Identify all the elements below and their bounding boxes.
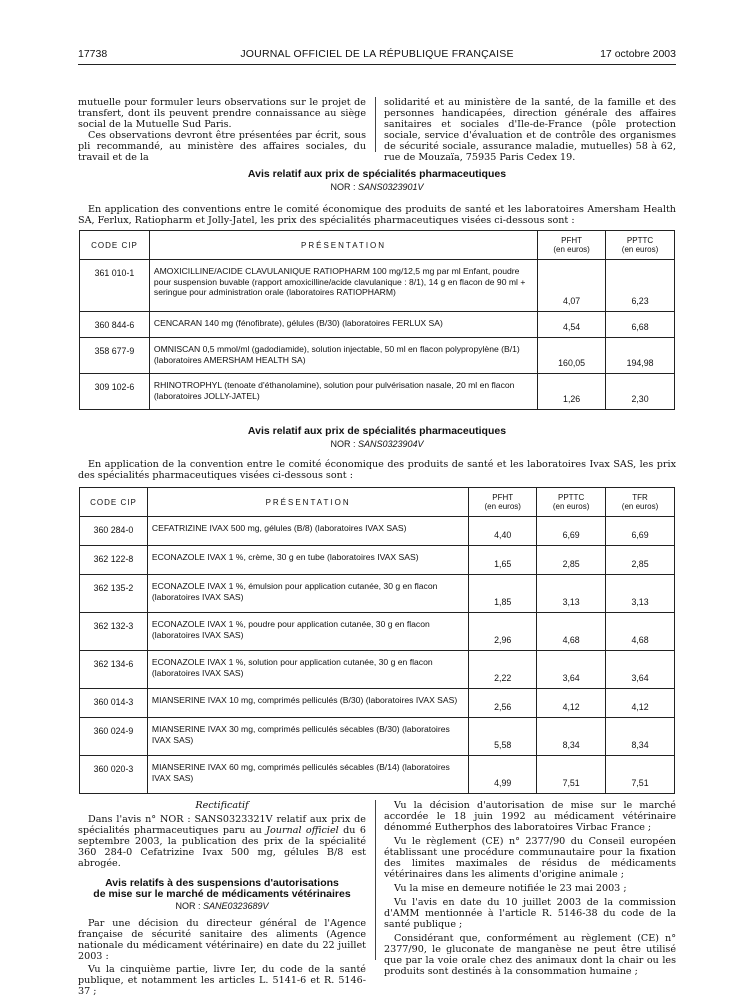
tfr-unit: (en euros)	[621, 502, 659, 511]
header-pfht	[538, 231, 606, 260]
avis3-paragraph-2: Vu la cinquième partie, livre Ier, du code de la santé publique, et notamment les articles L. 5141-6 et R. 5146-37 ;	[78, 964, 366, 997]
table-row	[80, 575, 675, 613]
pfht-value: 1,65	[469, 546, 537, 575]
ppttc-label: PPTTC	[626, 236, 654, 245]
rectificatif-journal: Journal officiel	[266, 825, 339, 836]
rectificatif-text-2: du 6 septembre 2003, la publication des prix de la spécialité 360 284-0 Cefatrizine Ivax 500 mg, gélules B/8 est abrogée.	[78, 825, 366, 869]
presentation: ECONAZOLE IVAX 1 %, poudre pour application cutanée, 30 g en flacon (laboratoires IVAX SAS)	[147, 613, 468, 651]
table-row	[80, 260, 675, 312]
tfr-value: 3,64	[606, 651, 675, 689]
column-divider	[375, 800, 376, 960]
issue-date: 17 octobre 2003	[600, 48, 676, 60]
bottom-right-paragraph-4: Vu l'avis en date du 10 juillet 2003 de la commission d'AMM mentionnée à l'article R. 5146-38 du code de la santé publique ;	[384, 897, 676, 930]
presentation: RHINOTROPHYL (tenoate d'éthanolamine), solution pour pulvérisation nasale, 20 ml en flacon (laboratoires JOLLY-JATEL)	[149, 374, 537, 410]
nor-label: NOR :	[330, 182, 358, 192]
pfht-value: 4,40	[469, 517, 537, 546]
rectificatif-text	[78, 814, 366, 869]
cip-code: 358 677-9	[80, 338, 150, 374]
nor-code: SANS0323904V	[357, 439, 424, 449]
top-left-column	[78, 97, 366, 163]
table-row	[80, 517, 675, 546]
cip-code: 360 844-6	[80, 312, 150, 338]
ppttc-unit: (en euros)	[552, 502, 590, 511]
cip-code: 360 024-9	[80, 718, 148, 756]
avis2-title: Avis relatif aux prix de spécialités pharmaceutiques	[247, 425, 507, 437]
table-row	[80, 651, 675, 689]
avis3-nor	[78, 901, 366, 911]
tfr-label: TFR	[632, 493, 648, 502]
tfr-value: 8,34	[606, 718, 675, 756]
cip-code: 309 102-6	[80, 374, 150, 410]
page-number: 17738	[78, 48, 108, 60]
table-row	[80, 718, 675, 756]
cip-code: 360 014-3	[80, 689, 148, 718]
pfht-unit: (en euros)	[553, 245, 590, 254]
avis1-price-table	[79, 230, 675, 410]
avis2-nor	[78, 439, 676, 449]
table-row	[80, 338, 675, 374]
rectificatif-text-1: Dans l'avis n° NOR : SANS0323321V relatif aux prix de spécialités pharmaceutiques paru au	[78, 814, 366, 836]
header-code-cip: CODE CIP	[80, 231, 150, 260]
ppttc-value: 7,51	[537, 756, 606, 794]
pfht-value: 5,58	[469, 718, 537, 756]
header-code-cip: CODE CIP	[80, 488, 148, 517]
avis3-title	[78, 878, 366, 900]
cip-code: 362 122-8	[80, 546, 148, 575]
presentation: ECONAZOLE IVAX 1 %, crème, 30 g en tube (laboratoires IVAX SAS)	[147, 546, 468, 575]
avis3-title-line-1: Avis relatifs à des suspensions d'autorisations	[105, 877, 339, 889]
bottom-right-paragraph-1: Vu la décision d'autorisation de mise sur le marché accordée le 18 juin 1992 au médicament vétérinaire dénommé Eutherphos des laboratoires Virbac France ;	[384, 800, 676, 833]
presentation: ECONAZOLE IVAX 1 %, émulsion pour application cutanée, 30 g en flacon (laboratoires IVAX SAS)	[147, 575, 468, 613]
presentation: MIANSERINE IVAX 60 mg, comprimés pelliculés sécables (B/14) (laboratoires IVAX SAS)	[147, 756, 468, 794]
ppttc-value: 6,23	[606, 260, 675, 312]
tfr-value: 3,13	[606, 575, 675, 613]
ppttc-label: PPTTC	[558, 493, 585, 502]
header-presentation: PRÉSENTATION	[147, 488, 468, 517]
ppttc-value: 6,69	[537, 517, 606, 546]
tfr-value: 6,69	[606, 517, 675, 546]
presentation: CEFATRIZINE IVAX 500 mg, gélules (B/8) (laboratoires IVAX SAS)	[147, 517, 468, 546]
presentation: OMNISCAN 0,5 mmol/ml (gadodiamide), solution injectable, 50 ml en flacon polypropylène (B/1) (laboratoires AMERSHAM HEALTH SA)	[149, 338, 537, 374]
ppttc-value: 4,12	[537, 689, 606, 718]
pfht-value: 4,07	[538, 260, 606, 312]
ppttc-value: 2,85	[537, 546, 606, 575]
top-left-paragraph-2: Ces observations devront être présentées par écrit, sous pli recommandé, au ministère des affaires sociales, du travail et de la	[78, 130, 366, 163]
table-row	[80, 756, 675, 794]
pfht-value: 4,99	[469, 756, 537, 794]
nor-code: SANE0323689V	[202, 901, 269, 911]
journal-title: JOURNAL OFFICIEL DE LA RÉPUBLIQUE FRANÇAISE	[240, 48, 514, 60]
pfht-value: 2,56	[469, 689, 537, 718]
avis3-paragraph-1: Par une décision du directeur général de l'Agence française de sécurité sanitaire des aliments (Agence nationale du médicament vétérinaire) en date du 22 juillet 2003 :	[78, 918, 366, 962]
presentation: MIANSERINE IVAX 30 mg, comprimés pelliculés sécables (B/30) (laboratoires IVAX SAS)	[147, 718, 468, 756]
page-header	[78, 48, 676, 62]
rectificatif-title: Rectificatif	[195, 800, 249, 811]
table-row	[80, 546, 675, 575]
header-tfr	[606, 488, 675, 517]
cip-code: 362 134-6	[80, 651, 148, 689]
pfht-value: 4,54	[538, 312, 606, 338]
cip-code: 360 284-0	[80, 517, 148, 546]
ppttc-value: 194,98	[606, 338, 675, 374]
bottom-right-paragraph-5: Considérant que, conformément au règlement (CE) n° 2377/90, le gluconate de manganèse ne peut être utilisé que par la voie orale chez des animaux dont la chair ou les produits sont destinés à la consommation humaine ;	[384, 933, 676, 977]
header-pfht	[469, 488, 537, 517]
bottom-right-paragraph-3: Vu la mise en demeure notifiée le 23 mai 2003 ;	[394, 883, 627, 894]
tfr-value: 4,12	[606, 689, 675, 718]
cip-code: 360 020-3	[80, 756, 148, 794]
avis2-intro: En application de la convention entre le comité économique des produits de santé et les laboratoires Ivax SAS, les prix des spécialités pharmaceutiques visées ci-dessous sont :	[78, 459, 676, 481]
nor-label: NOR :	[175, 901, 203, 911]
column-divider	[375, 97, 376, 152]
bottom-left-column	[78, 800, 366, 997]
pfht-value: 1,26	[538, 374, 606, 410]
tfr-value: 2,85	[606, 546, 675, 575]
ppttc-value: 2,30	[606, 374, 675, 410]
pfht-value: 2,96	[469, 613, 537, 651]
pfht-label: PFHT	[492, 493, 514, 502]
cip-code: 362 132-3	[80, 613, 148, 651]
table-header-row	[80, 231, 675, 260]
table-row	[80, 312, 675, 338]
ppttc-value: 4,68	[537, 613, 606, 651]
header-presentation: PRÉSENTATION	[149, 231, 537, 260]
top-left-paragraph-1: mutuelle pour formuler leurs observations sur le projet de transfert, dont ils peuvent prendre connaissance au siège social de la Mutuelle Sud Paris.	[78, 97, 366, 130]
ppttc-value: 3,13	[537, 575, 606, 613]
avis1-title: Avis relatif aux prix de spécialités pharmaceutiques	[247, 168, 507, 180]
pfht-value: 160,05	[538, 338, 606, 374]
presentation: MIANSERINE IVAX 10 mg, comprimés pelliculés (B/30) (laboratoires IVAX SAS)	[147, 689, 468, 718]
cip-code: 361 010-1	[80, 260, 150, 312]
presentation: CENCARAN 140 mg (fénofibrate), gélules (B/30) (laboratoires FERLUX SA)	[149, 312, 537, 338]
top-right-paragraph: solidarité et au ministère de la santé, de la famille et des personnes handicapées, direction générale des affaires sanitaires et sociales d'Ile-de-France (pôle protection sociale, service d'évaluation et de contrôle des organismes de sécurité sociale, assurance maladie, mutuelles) 58 à 62, rue de Mouzaïa, 75935 Paris Cedex 19.	[384, 97, 676, 163]
bottom-right-column	[384, 800, 676, 977]
table-row	[80, 689, 675, 718]
pfht-value: 2,22	[469, 651, 537, 689]
ppttc-unit: (en euros)	[621, 245, 659, 254]
header-rule	[78, 64, 676, 65]
tfr-value: 7,51	[606, 756, 675, 794]
table-row	[80, 374, 675, 410]
avis2-price-table	[79, 487, 675, 794]
header-ppttc	[606, 231, 675, 260]
table-row	[80, 613, 675, 651]
presentation: ECONAZOLE IVAX 1 %, solution pour application cutanée, 30 g en flacon (laboratoires IVAX SAS)	[147, 651, 468, 689]
presentation: AMOXICILLINE/ACIDE CLAVULANIQUE RATIOPHARM 100 mg/12,5 mg par ml Enfant, poudre pour suspension buvable (rapport amoxicilline/acide clavulanique : 8/1), 14 g en flacon de 90 ml + seringue pour administration orale (laboratoires RATIOPHARM)	[149, 260, 537, 312]
nor-label: NOR :	[330, 439, 358, 449]
cip-code: 362 135-2	[80, 575, 148, 613]
ppttc-value: 3,64	[537, 651, 606, 689]
bottom-right-paragraph-2: Vu le règlement (CE) n° 2377/90 du Conseil européen établissant une procédure communautaire pour la fixation des limites maximales de résidus de médicaments vétérinaires dans les aliments d'origine animale ;	[384, 836, 676, 880]
nor-code: SANS0323901V	[357, 182, 424, 192]
avis1-intro: En application des conventions entre le comité économique des produits de santé et les laboratoires Amersham Health SA, Ferlux, Ratiopharm et Jolly-Jatel, les prix des spécialités pharmaceutiques visées ci-dessous sont :	[78, 204, 676, 226]
avis1-nor	[78, 182, 676, 192]
header-ppttc	[537, 488, 606, 517]
pfht-unit: (en euros)	[484, 502, 521, 511]
pfht-value: 1,85	[469, 575, 537, 613]
pfht-label: PFHT	[561, 236, 583, 245]
ppttc-value: 8,34	[537, 718, 606, 756]
tfr-value: 4,68	[606, 613, 675, 651]
table-header-row	[80, 488, 675, 517]
top-right-column	[384, 97, 676, 163]
avis3-title-line-2: de mise sur le marché de médicaments vétérinaires	[93, 888, 351, 900]
ppttc-value: 6,68	[606, 312, 675, 338]
